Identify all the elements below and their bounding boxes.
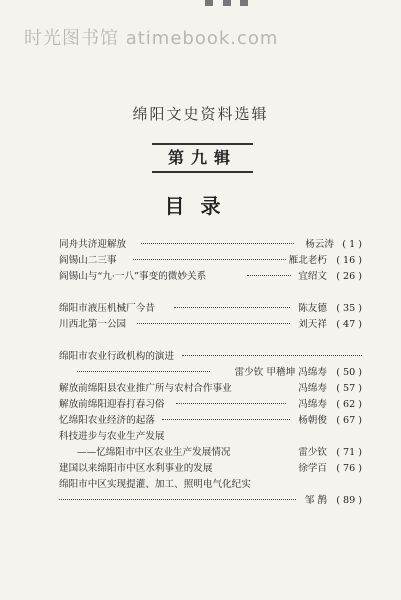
toc-entry-page: ( 67 ) (336, 415, 362, 426)
toc-entry-title: 绵阳市中区实现提灌、加工、照明电气化纪实 (59, 479, 251, 490)
toc-entry (59, 397, 362, 413)
toc-entry-title: 阎锡山与“九·一八”事变的微妙关系 (59, 271, 207, 282)
toc-entry-page: ( 50 ) (336, 367, 362, 378)
leader-dots (141, 243, 294, 247)
leader-dots (77, 371, 210, 375)
toc-entry-page: ( 89 ) (336, 495, 362, 506)
toc-entry-continued (59, 445, 362, 461)
toc-entry-page: ( 62 ) (336, 399, 362, 410)
toc-entry-author: 宜绍文 (298, 271, 327, 282)
toc-entry-page: ( 71 ) (336, 447, 362, 458)
toc-entry-author: 陈友德 (298, 303, 327, 314)
toc-entry-continued (59, 365, 362, 381)
toc-entry-page: ( 35 ) (336, 303, 362, 314)
toc-entry-title: 绵阳市液压机械厂今昔 (59, 303, 155, 314)
toc-entry (59, 317, 362, 333)
top-edge-marks (205, 0, 250, 10)
toc-entry-page: ( 76 ) (336, 463, 362, 474)
toc-entry (59, 237, 362, 253)
toc-entry-subtitle: ——忆绵阳市中区农业生产发展情况 (77, 447, 231, 458)
series-title: 绵阳文史资料选辑 (132, 105, 269, 123)
toc-entry (59, 269, 362, 285)
toc-entry-page: ( 57 ) (336, 383, 362, 394)
toc-entry-title: 解放前绵阳迎春打春习俗 (59, 399, 165, 410)
leader-dots (174, 307, 290, 311)
toc-entry (59, 301, 362, 317)
toc-entry-author: 杨朝俊 (298, 415, 327, 426)
toc-entry-page: ( 26 ) (336, 271, 362, 282)
toc-entry-author: 邹 鹊 (304, 495, 327, 506)
toc-entry-title: 绵阳市农业行政机构的演进 (59, 351, 175, 362)
toc-entry-author: 冯绵寿 (298, 383, 327, 394)
table-of-contents (59, 237, 362, 509)
toc-entry-author: 冯绵寿 (298, 399, 327, 410)
toc-entry-page: ( 1 ) (342, 239, 362, 250)
toc-entry-page: ( 16 ) (336, 255, 362, 266)
toc-entry-author: 杨云涛 (305, 239, 334, 250)
leader-dots (133, 259, 286, 263)
toc-entry (59, 253, 362, 269)
toc-entry (59, 429, 362, 445)
leader-dots (176, 403, 286, 407)
toc-entry-author: 雷少钦 (298, 447, 327, 458)
toc-entry-author: 刘天祥 (298, 319, 327, 330)
toc-entry (59, 381, 362, 397)
toc-entry-title: 阎锡山二三事 (59, 255, 117, 266)
toc-entry-title: 科技进步与农业生产发展 (59, 431, 165, 442)
toc-entry-author: 雁北老朽 (288, 255, 327, 266)
issue-title: 第九辑 (152, 143, 253, 173)
leader-dots (137, 323, 290, 327)
leader-dots (182, 355, 362, 359)
toc-entry (59, 477, 362, 493)
toc-entry-author: 雷少钦 甲稽坤 冯绵寿 (234, 367, 327, 378)
leader-dots (247, 275, 291, 279)
toc-entry-title: 忆绵阳农业经济的起落 (59, 415, 155, 426)
toc-entry-title: 川西北第一公园 (59, 319, 127, 330)
toc-title: 目录 (164, 194, 237, 218)
toc-entry-title: 解放前绵阳县农业推广所与农村合作事业 (59, 383, 232, 394)
toc-entry (59, 349, 362, 365)
watermark-text: 时光图书馆 atimebook.com (24, 28, 279, 49)
leader-dots (162, 419, 290, 423)
toc-entry-title: 同舟共济迎解放 (59, 239, 127, 250)
toc-entry (59, 413, 362, 429)
toc-entry (59, 461, 362, 477)
leader-dots (59, 499, 296, 503)
toc-entry-title: 建国以来绵阳市中区水利事业的发展 (59, 463, 213, 474)
toc-entry-page: ( 47 ) (336, 319, 362, 330)
toc-entry-author: 徐学百 (298, 463, 327, 474)
toc-entry-continued (59, 493, 362, 509)
